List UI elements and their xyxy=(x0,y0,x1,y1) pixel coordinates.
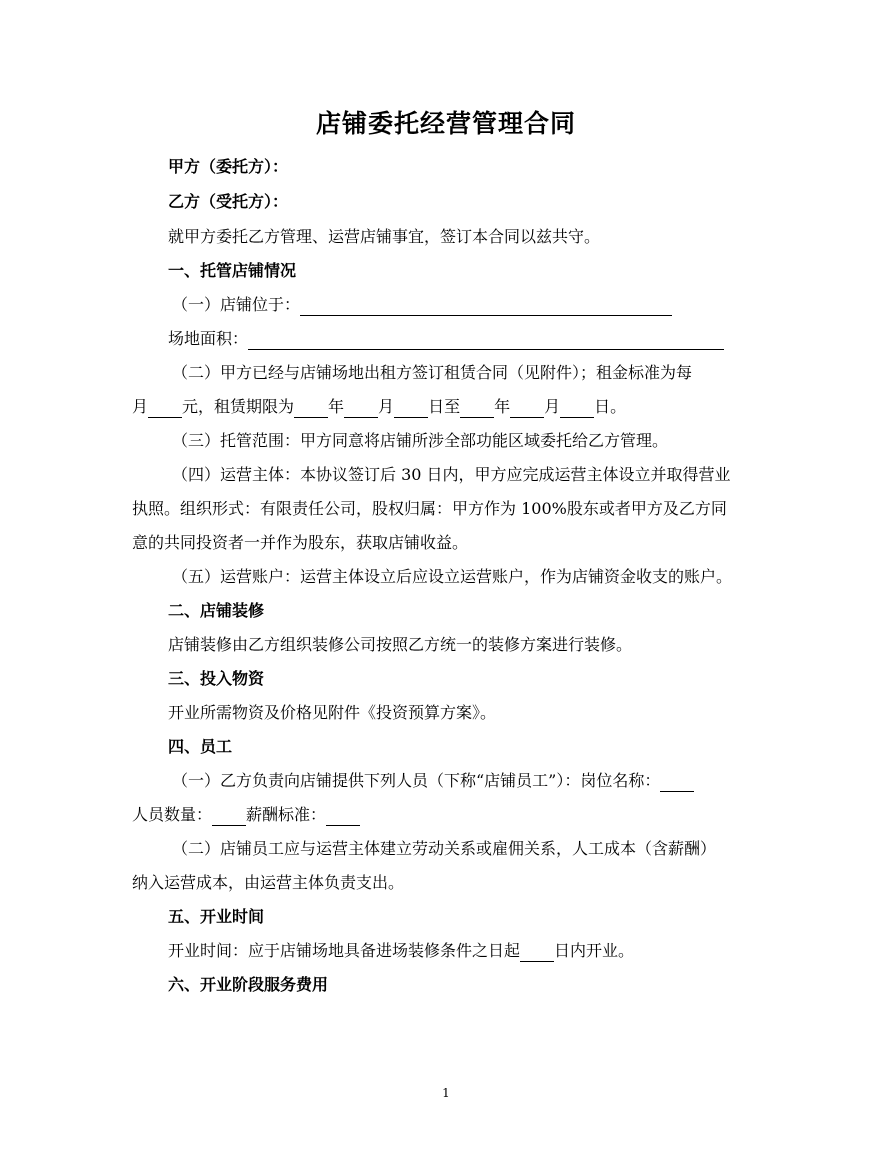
end-year-word: 年 xyxy=(494,397,511,416)
intro-paragraph: 就甲方委托乙方管理、运营店铺事宜，签订本合同以兹共守。 xyxy=(168,227,601,246)
start-month-word: 月 xyxy=(378,397,395,416)
start-day-word: 日至 xyxy=(428,397,461,416)
staff-line-2 xyxy=(132,798,772,832)
account-paragraph: （五）运营账户：运营主体设立后应设立运营账户，作为店铺资金收支的账户。 xyxy=(172,567,733,586)
store-location-line xyxy=(132,288,772,322)
section-3-heading: 三、投入物资 xyxy=(168,669,265,688)
position-name-blank[interactable] xyxy=(660,771,694,792)
lease-yuan-text: 元，租赁期限为 xyxy=(182,397,295,416)
end-month-word: 月 xyxy=(544,397,561,416)
section-5-heading: 五、开业时间 xyxy=(168,907,265,926)
opening-time-text: 开业时间：应于店铺场地具备进场装修条件之日起 xyxy=(168,941,521,960)
materials-paragraph: 开业所需物资及价格见附件《投资预算方案》。 xyxy=(168,703,497,722)
opening-days-blank[interactable] xyxy=(520,941,554,962)
section-1-heading: 一、托管店铺情况 xyxy=(168,261,297,280)
start-year-word: 年 xyxy=(328,397,345,416)
entity-line-3: 意的共同投资者一并作为股东，获取店铺收益。 xyxy=(132,533,469,552)
end-year-blank[interactable] xyxy=(460,397,494,418)
party-a-label: 甲方（委托方）： xyxy=(168,157,289,176)
end-day-word: 日。 xyxy=(594,397,627,416)
section-6-heading: 六、开业阶段服务费用 xyxy=(168,975,329,994)
labor-cost-line-1: （二）店铺员工应与运营主体建立劳动关系或雇佣关系，人工成本（含薪酬） xyxy=(172,839,717,858)
labor-cost-line-2: 纳入运营成本，由运营主体负责支出。 xyxy=(132,873,405,892)
start-month-blank[interactable] xyxy=(344,397,378,418)
store-location-label: （一）店铺位于： xyxy=(172,295,301,314)
renovation-paragraph: 店铺装修由乙方组织装修公司按照乙方统一的装修方案进行装修。 xyxy=(168,635,633,654)
site-area-blank[interactable] xyxy=(248,329,724,350)
salary-blank[interactable] xyxy=(326,805,360,826)
site-area-label: 场地面积： xyxy=(168,329,249,348)
lease-line-1: （二）甲方已经与店铺场地出租方签订租赁合同（见附件）；租金标准为每 xyxy=(172,363,693,382)
entity-line-2: 执照。组织形式：有限责任公司，股权归属：甲方作为 100%股东或者甲方及乙方同 xyxy=(132,499,727,518)
staff-line-1 xyxy=(132,764,772,798)
start-day-blank[interactable] xyxy=(394,397,428,418)
page-number: 1 xyxy=(442,1086,450,1100)
staff-count-blank[interactable] xyxy=(212,805,246,826)
rent-amount-blank[interactable] xyxy=(148,397,182,418)
section-4-heading: 四、员工 xyxy=(168,737,233,756)
salary-label: 薪酬标准： xyxy=(246,805,327,824)
staff-count-label: 人员数量： xyxy=(132,805,213,824)
document-title: 店铺委托经营管理合同 xyxy=(315,109,576,138)
end-day-blank[interactable] xyxy=(560,397,594,418)
opening-time-line xyxy=(132,934,772,968)
entity-line-1: （四）运营主体：本协议签订后 30 日内，甲方应完成运营主体设立并取得营业 xyxy=(172,465,731,484)
scope-paragraph: （三）托管范围：甲方同意将店铺所涉全部功能区域委托给乙方管理。 xyxy=(172,431,669,450)
start-year-blank[interactable] xyxy=(294,397,328,418)
opening-time-suffix: 日内开业。 xyxy=(554,941,635,960)
section-2-heading: 二、店铺装修 xyxy=(168,601,265,620)
end-month-blank[interactable] xyxy=(510,397,544,418)
store-location-blank[interactable] xyxy=(300,295,672,316)
party-b-label: 乙方（受托方）： xyxy=(168,192,289,211)
lease-line-2 xyxy=(132,390,772,424)
lease-month-word: 月 xyxy=(132,397,149,416)
site-area-line xyxy=(132,322,772,356)
staff-text: （一）乙方负责向店铺提供下列人员（下称“店铺员工”）：岗位名称： xyxy=(172,771,661,790)
